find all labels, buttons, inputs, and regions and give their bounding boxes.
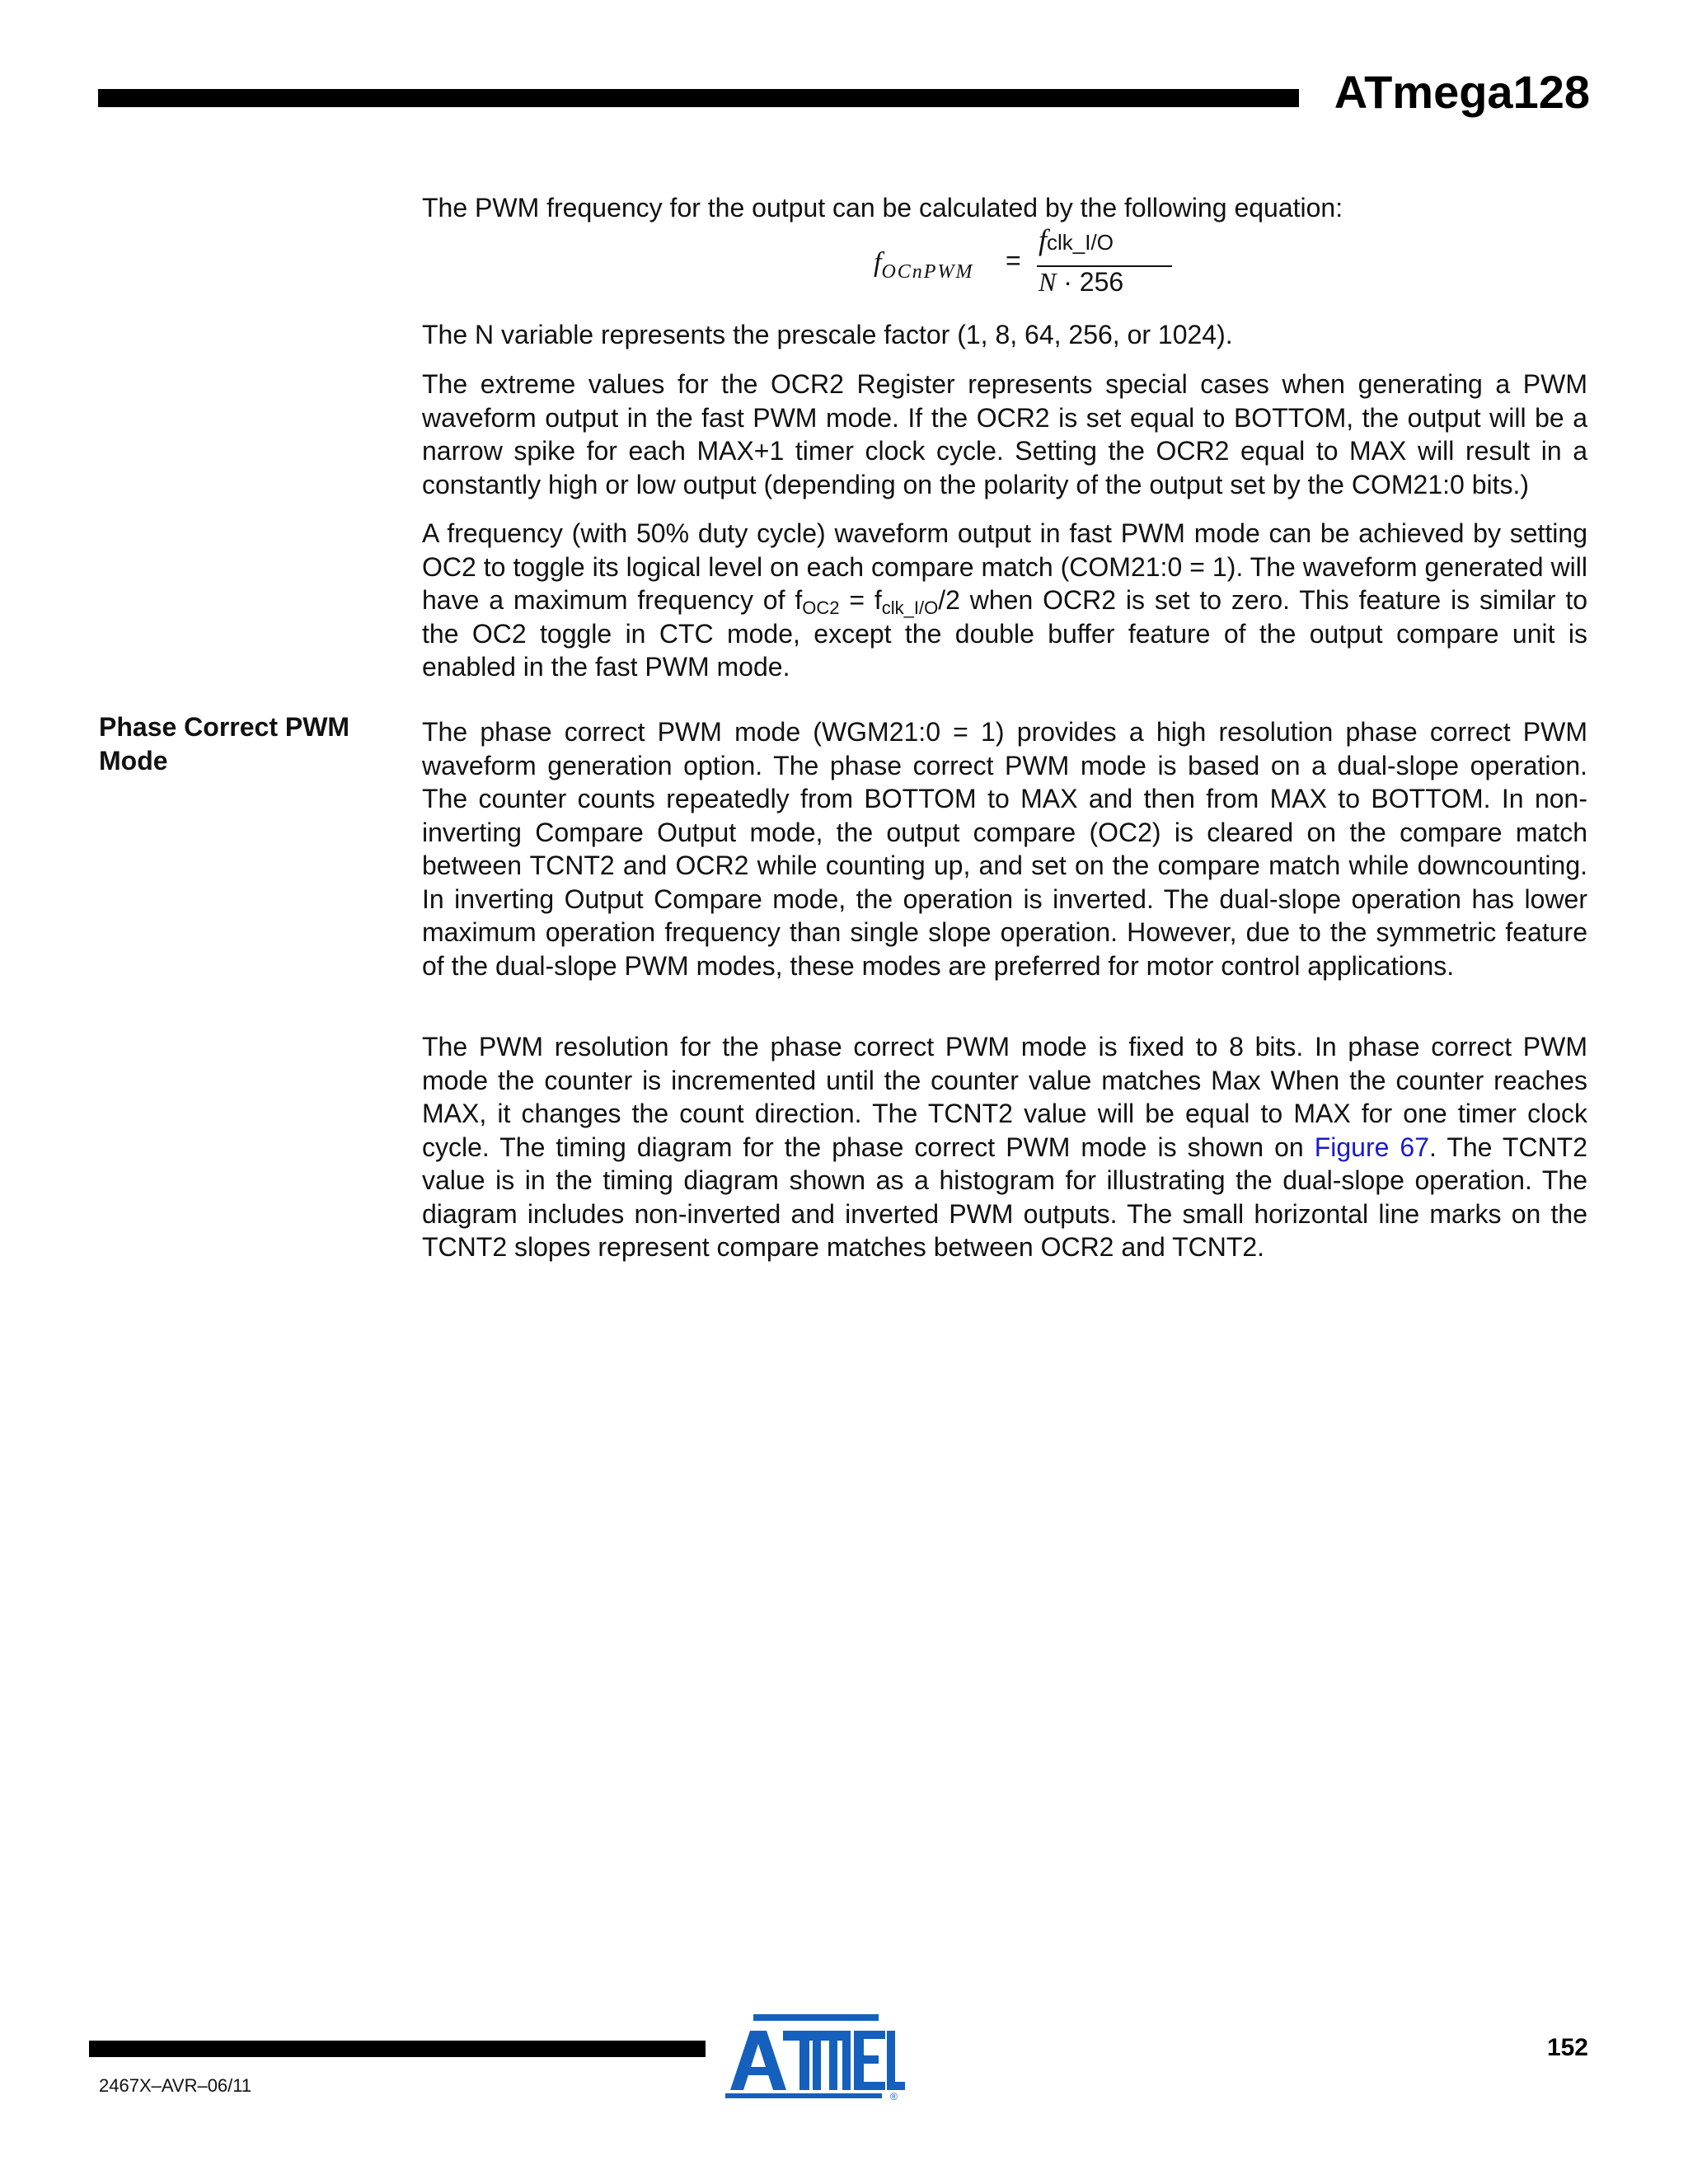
atmel-logo: [725, 2011, 907, 2102]
pwm-resolution-paragraph: The PWM resolution for the phase correct PWM mode is fixed to 8 bits. In phase correct PWM mode the counter is incremented until the counter value matches Max When the counter reaches MAX, it changes the count direction. The TCNT2 value will be equal to MAX for one timer clock cycle. The timing diagram for the phase correct PWM mode is shown on Figure 67. The TCNT2 value is in the timing diagram shown as a histogram for illustrating the dual-slope operation. The diagram includes non-inverted and inverted PWM outputs. The small horizontal line marks on the TCNT2 slopes represent compare matches between OCR2 and TCNT2.: [422, 1032, 1588, 1262]
pwm-frequency-equation: [874, 223, 1137, 305]
frequency-paragraph: A frequency (with 50% duty cycle) waveform output in fast PWM mode can be achieved by setting OC2 to toggle its logical level on each compare match (COM21:0 = 1). The waveform generated will have a maximum frequency of $f_{OC2} = f_{clk\_I/O}/2$ when OCR2 is set to zero. This feature is similar to the OC2 toggle in CTC mode, except the double buffer feature of the output compare unit is enabled in the fast PWM mode.: [422, 518, 1588, 682]
page-number: 152: [1546, 2034, 1588, 2061]
equation-numerator: fclk_I/O: [1039, 223, 1114, 256]
equation-lhs: $f_{OCnPWM}$: [874, 247, 974, 283]
logo-registered-mark: ®: [890, 2091, 898, 2102]
footer-rule: [89, 2041, 706, 2057]
document-id: 2467X–AVR–06/11: [99, 2075, 252, 2096]
figure-67-link[interactable]: Figure 67: [1314, 1132, 1430, 1162]
prescale-paragraph: The N variable represents the prescale factor (1, 8, 64, 256, or 1024).: [422, 320, 1233, 349]
document-title: ATmega128: [1334, 66, 1590, 118]
equation-equals: =: [1006, 246, 1021, 275]
extreme-values-paragraph: The extreme values for the OCR2 Register represents special cases when generating a PWM waveform output in the fast PWM mode. If the OCR2 is set equal to BOTTOM, the output will be a narrow spike for each MAX+1 timer clock cycle. Setting the OCR2 equal to MAX will result in a constantly high or low output (depending on the polarity of the output set by the COM21:0 bits.): [422, 369, 1587, 499]
intro-paragraph: The PWM frequency for the output can be calculated by the following equation:: [422, 193, 1343, 223]
section-heading: Phase Correct PWM Mode: [99, 712, 350, 776]
header-rule: [98, 89, 1299, 107]
phase-correct-paragraph: The phase correct PWM mode (WGM21:0 = 1) provides a high resolution phase correct PWM waveform generation option. The phase correct PWM mode is based on a dual-slope operation. The counter counts repeatedly from BOTTOM to MAX and then from MAX to BOTTOM. In non-inverting Compare Output mode, the output compare (OC2) is cleared on the compare match between TCNT2 and OCR2 while counting up, and set on the compare match while downcounting. In inverting Output Compare mode, the operation is inverted. The dual-slope operation has lower maximum operation frequency than single slope operation. However, due to the symmetric feature of the dual-slope PWM modes, these modes are preferred for motor control applications.: [422, 717, 1587, 981]
equation-denominator: N · 256: [1039, 267, 1124, 297]
